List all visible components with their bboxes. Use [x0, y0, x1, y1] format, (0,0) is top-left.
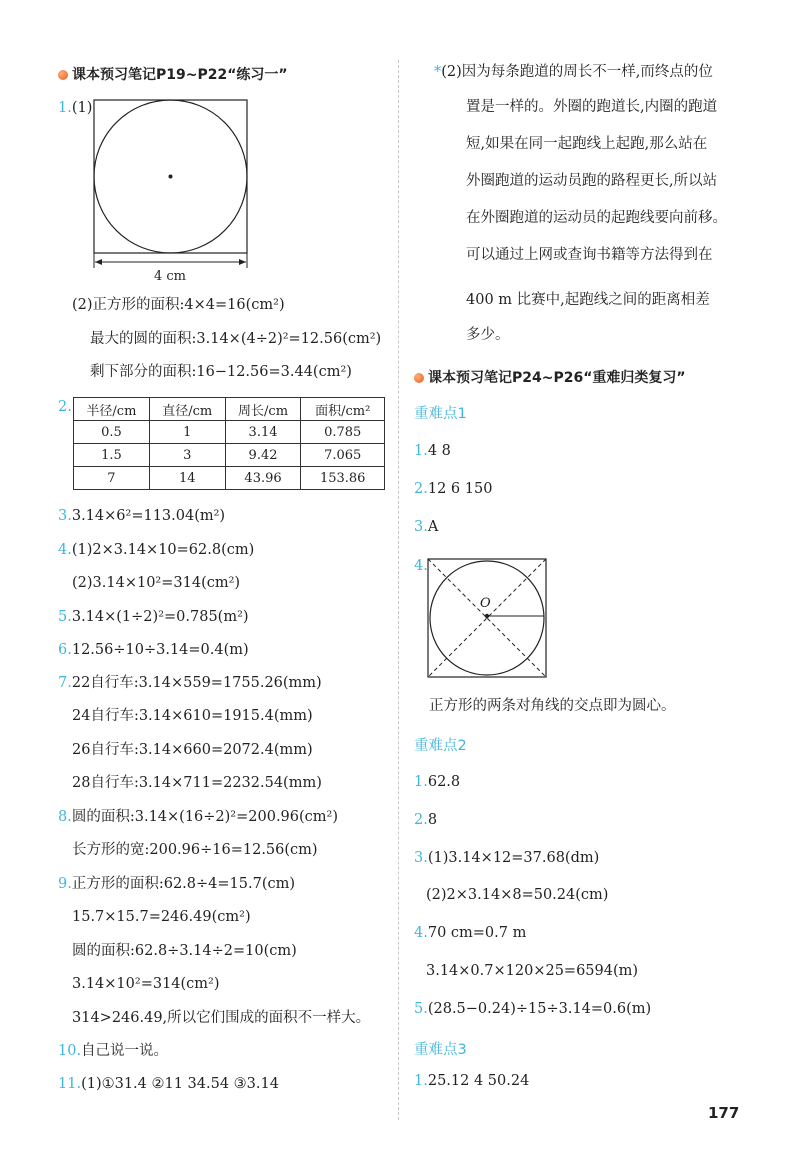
q9-line5: 314>246.49,所以它们围成的面积不一样大。: [72, 1010, 371, 1026]
q4-line2: (2)3.14×10²=314(cm²): [72, 575, 241, 591]
q9-line1: 9.正方形的面积:62.8÷4=15.7(cm): [58, 876, 296, 892]
s1-q1: 1.4 8: [414, 443, 451, 459]
table-cell: 3.14: [225, 421, 301, 444]
right-cont-line3: 短,如果在同一起跑线上起跑,那么站在: [466, 136, 708, 152]
s1-q2: 2.12 6 150: [414, 481, 493, 497]
right-cont-line7: 400 m 比赛中,起跑线之间的距离相差: [466, 292, 710, 308]
bullet-dot-icon: [58, 70, 68, 80]
s2-q3-line1: 3.(1)3.14×12=37.68(dm): [414, 850, 600, 866]
table-cell: 7.065: [301, 444, 385, 467]
subsection-title-1: 重难点1: [414, 406, 467, 422]
right-cont-line1: *(2)因为每条跑道的周长不一样,而终点的位: [434, 64, 713, 80]
right-cont-line2: 置是一样的。外圈的跑道长,内圈的跑道: [466, 99, 718, 115]
table-header: 周长/cm: [225, 398, 301, 421]
q8-line1: 8.圆的面积:3.14×(16÷2)²=200.96(cm²): [58, 809, 338, 825]
q7-line2: 24自行车:3.14×610=1915.4(mm): [72, 708, 313, 724]
s1-q4-num: 4.: [414, 558, 428, 574]
s1-q4-circle-figure: [426, 557, 548, 679]
q9-line3: 圆的面积:62.8÷3.14÷2=10(cm): [72, 943, 297, 959]
q1-part2: (2)正方形的面积:4×4=16(cm²): [72, 297, 285, 313]
q9-line4: 3.14×10²=314(cm²): [72, 976, 220, 992]
s1-q3: 3.A: [414, 519, 439, 535]
s2-q2: 2.8: [414, 812, 438, 828]
right-cont-line4: 外圈跑道的运动员跑的路程更长,所以站: [466, 173, 718, 189]
q1-square-circle-figure: [90, 96, 255, 286]
q8-line2: 长方形的宽:200.96÷16=12.56(cm): [72, 842, 318, 858]
section-heading-review: 课本预习笔记P24~P26“重难归类复习”: [414, 367, 686, 387]
dimension-label: 4 cm: [153, 269, 187, 284]
table-header: 直径/cm: [149, 398, 225, 421]
column-divider: [398, 60, 399, 1120]
q10: 10.自己说一说。: [58, 1043, 169, 1059]
s2-q4-line1: 4.70 cm=0.7 m: [414, 925, 527, 941]
q1-circle-area: 最大的圆的面积:3.14×(4÷2)²=12.56(cm²): [90, 331, 382, 347]
subsection-title-3: 重难点3: [414, 1042, 467, 1058]
table-cell: 3: [149, 444, 225, 467]
table-cell: 153.86: [301, 467, 385, 490]
s2-q1: 1.62.8: [414, 774, 461, 790]
table-cell: 43.96: [225, 467, 301, 490]
q6: 6.12.56÷10÷3.14=0.4(m): [58, 642, 249, 658]
page-number: 177: [708, 1104, 740, 1122]
q4-line1: 4.(1)2×3.14×10=62.8(cm): [58, 542, 255, 558]
table-cell: 1.5: [74, 444, 150, 467]
table-header: 面积/cm²: [301, 398, 385, 421]
right-cont-line8: 多少。: [466, 327, 510, 343]
subsection-title-2: 重难点2: [414, 738, 467, 754]
s2-q3-line2: (2)2×3.14×8=50.24(cm): [426, 887, 609, 903]
center-point: [169, 175, 173, 179]
q11: 11.(1)①31.4 ②11 34.54 ③3.14: [58, 1076, 279, 1092]
center-point: [485, 614, 489, 618]
table-cell: 14: [149, 467, 225, 490]
q7-line4: 28自行车:3.14×711=2232.54(mm): [72, 775, 322, 791]
table-row: [74, 444, 385, 467]
right-cont-line6: 可以通过上网或查询书籍等方法得到在: [466, 247, 713, 263]
q2-num: 2.: [58, 399, 72, 415]
s2-q4-line2: 3.14×0.7×120×25=6594(m): [426, 963, 639, 979]
q7-line1: 7.22自行车:3.14×559=1755.26(mm): [58, 675, 322, 691]
table-header-row: [74, 398, 385, 421]
table-cell: 1: [149, 421, 225, 444]
center-label: O: [480, 596, 491, 611]
q5: 5.3.14×(1÷2)²=0.785(m²): [58, 609, 249, 625]
q9-line2: 15.7×15.7=246.49(cm²): [72, 909, 251, 925]
q1-remaining-area: 剩下部分的面积:16−12.56=3.44(cm²): [90, 364, 352, 380]
s1-q4-note: 正方形的两条对角线的交点即为圆心。: [429, 698, 676, 714]
table-header: 半径/cm: [74, 398, 150, 421]
q1-label: 1.(1): [58, 100, 93, 116]
table-cell: 0.5: [74, 421, 150, 444]
bullet-dot-icon: [414, 373, 424, 383]
s2-q5: 5.(28.5−0.24)÷15÷3.14=0.6(m): [414, 1001, 652, 1017]
star-marker: *: [434, 64, 442, 80]
q2-circle-table: [73, 397, 385, 490]
table-row: [74, 467, 385, 490]
q3: 3.3.14×6²=113.04(m²): [58, 508, 226, 524]
table-cell: 0.785: [301, 421, 385, 444]
table-row: [74, 421, 385, 444]
right-cont-line5: 在外圈跑道的运动员的起跑线要向前移。: [466, 210, 727, 226]
table-cell: 9.42: [225, 444, 301, 467]
table-cell: 7: [74, 467, 150, 490]
s3-q1: 1.25.12 4 50.24: [414, 1073, 530, 1089]
q7-line3: 26自行车:3.14×660=2072.4(mm): [72, 742, 313, 758]
section-heading-practice-1: 课本预习笔记P19~P22“练习一”: [58, 64, 288, 84]
